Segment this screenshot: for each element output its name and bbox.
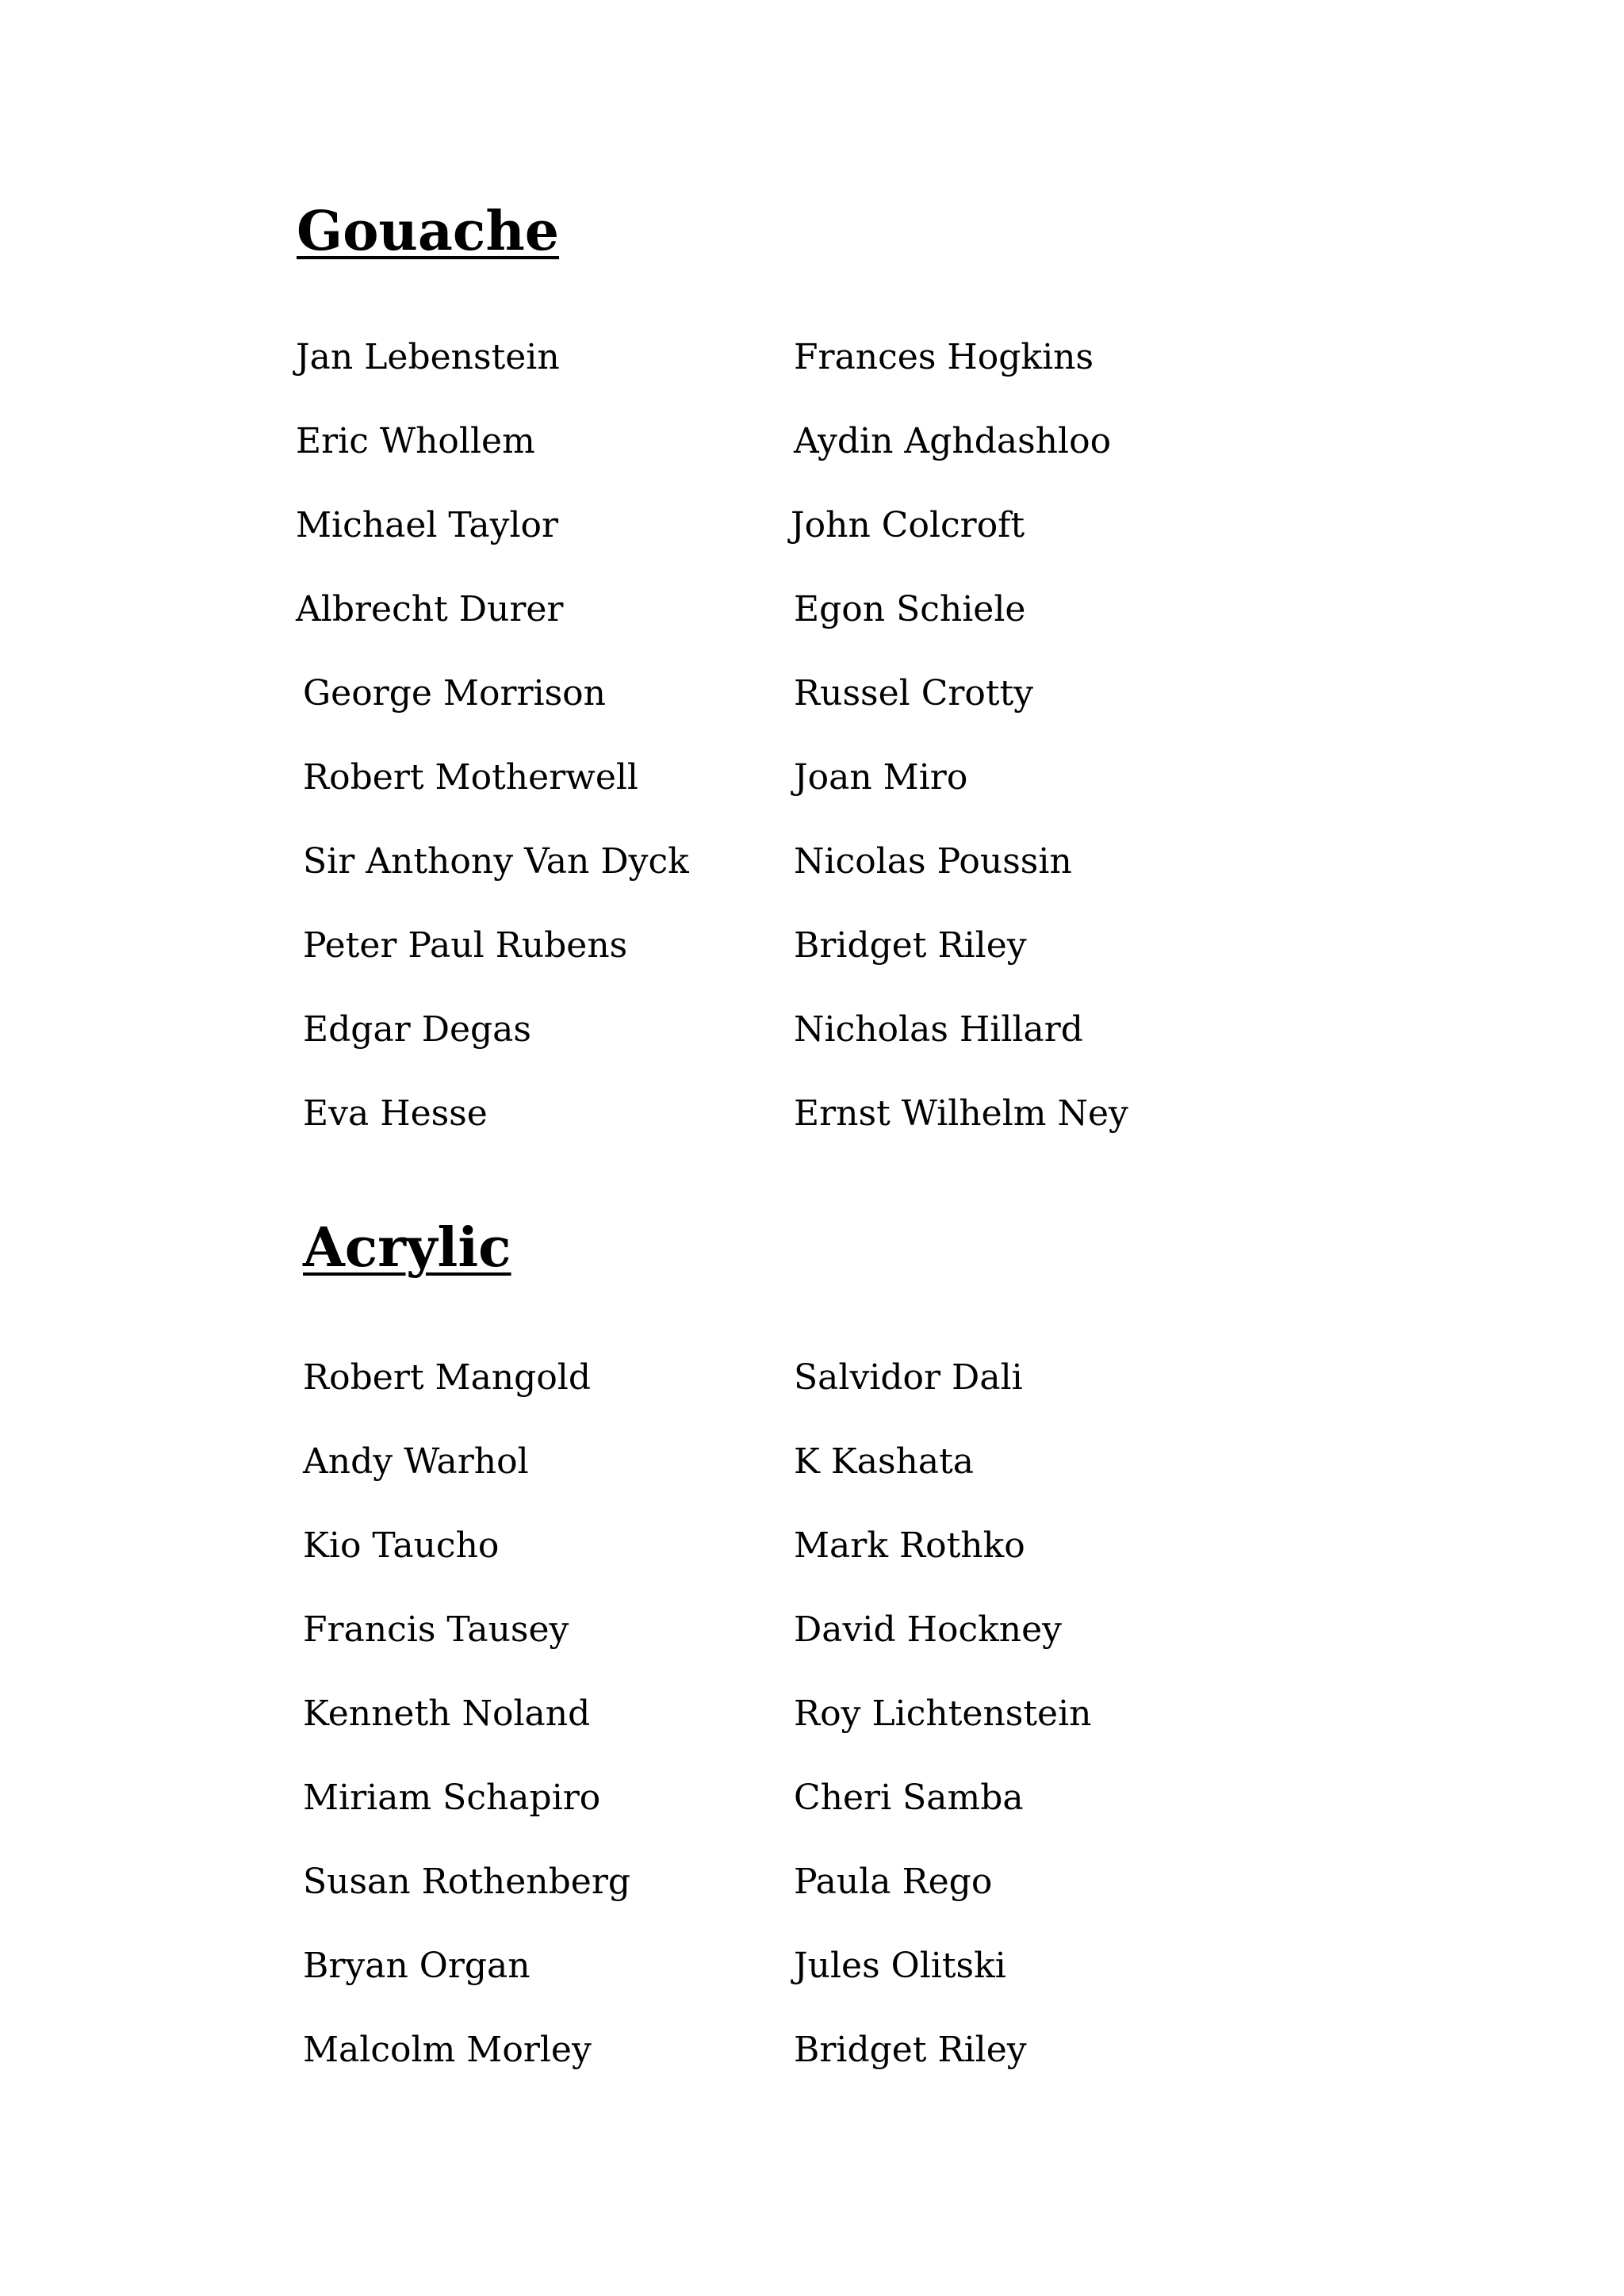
gouache-right-name: John Colcroft — [791, 505, 1025, 545]
acrylic-right-name: Roy Lichtenstein — [794, 1693, 1092, 1734]
gouache-right-name: Ernst Wilhelm Ney — [794, 1093, 1128, 1134]
acrylic-right-name: Salvidor Dali — [794, 1357, 1023, 1398]
gouache-left-name: Edgar Degas — [303, 1009, 531, 1050]
section-heading-gouache: Gouache — [297, 200, 560, 263]
acrylic-left-name: Andy Warhol — [303, 1441, 529, 1482]
gouache-right-name: Bridget Riley — [794, 925, 1027, 966]
gouache-left-name: Eva Hesse — [303, 1093, 488, 1134]
gouache-right-name: Nicolas Poussin — [794, 841, 1072, 882]
acrylic-right-name: David Hockney — [794, 1609, 1062, 1650]
acrylic-left-name: Kio Taucho — [303, 1525, 500, 1566]
acrylic-left-name: Bryan Organ — [303, 1946, 530, 1986]
gouache-left-name: Sir Anthony Van Dyck — [303, 841, 689, 882]
acrylic-left-name: Susan Rothenberg — [303, 1862, 631, 1902]
gouache-right-name: Russel Crotty — [794, 673, 1034, 714]
acrylic-right-name: Jules Olitski — [794, 1946, 1006, 1986]
acrylic-left-name: Robert Mangold — [303, 1357, 592, 1398]
acrylic-right-name: Bridget Riley — [794, 2030, 1027, 2070]
gouache-left-name: Jan Lebenstein — [296, 337, 560, 377]
acrylic-left-name: Malcolm Morley — [303, 2030, 592, 2070]
acrylic-right-name: Paula Rego — [794, 1862, 993, 1902]
acrylic-left-name: Francis Tausey — [303, 1609, 569, 1650]
gouache-left-name: Michael Taylor — [296, 505, 559, 545]
gouache-right-name: Egon Schiele — [794, 589, 1026, 629]
gouache-right-name: Aydin Aghdashloo — [794, 421, 1112, 461]
gouache-left-name: George Morrison — [303, 673, 606, 714]
gouache-left-name: Eric Whollem — [296, 421, 535, 461]
section-heading-acrylic: Acrylic — [303, 1216, 511, 1280]
acrylic-right-name: K Kashata — [794, 1441, 975, 1482]
acrylic-right-name: Mark Rothko — [794, 1525, 1025, 1566]
acrylic-right-name: Cheri Samba — [794, 1777, 1024, 1818]
acrylic-left-name: Kenneth Noland — [303, 1693, 591, 1734]
gouache-left-name: Peter Paul Rubens — [303, 925, 628, 966]
gouache-right-name: Nicholas Hillard — [794, 1009, 1083, 1050]
gouache-left-name: Albrecht Durer — [296, 589, 564, 629]
gouache-right-name: Joan Miro — [794, 757, 968, 798]
acrylic-left-name: Miriam Schapiro — [303, 1777, 601, 1818]
gouache-right-name: Frances Hogkins — [794, 337, 1094, 377]
gouache-left-name: Robert Motherwell — [303, 757, 639, 798]
